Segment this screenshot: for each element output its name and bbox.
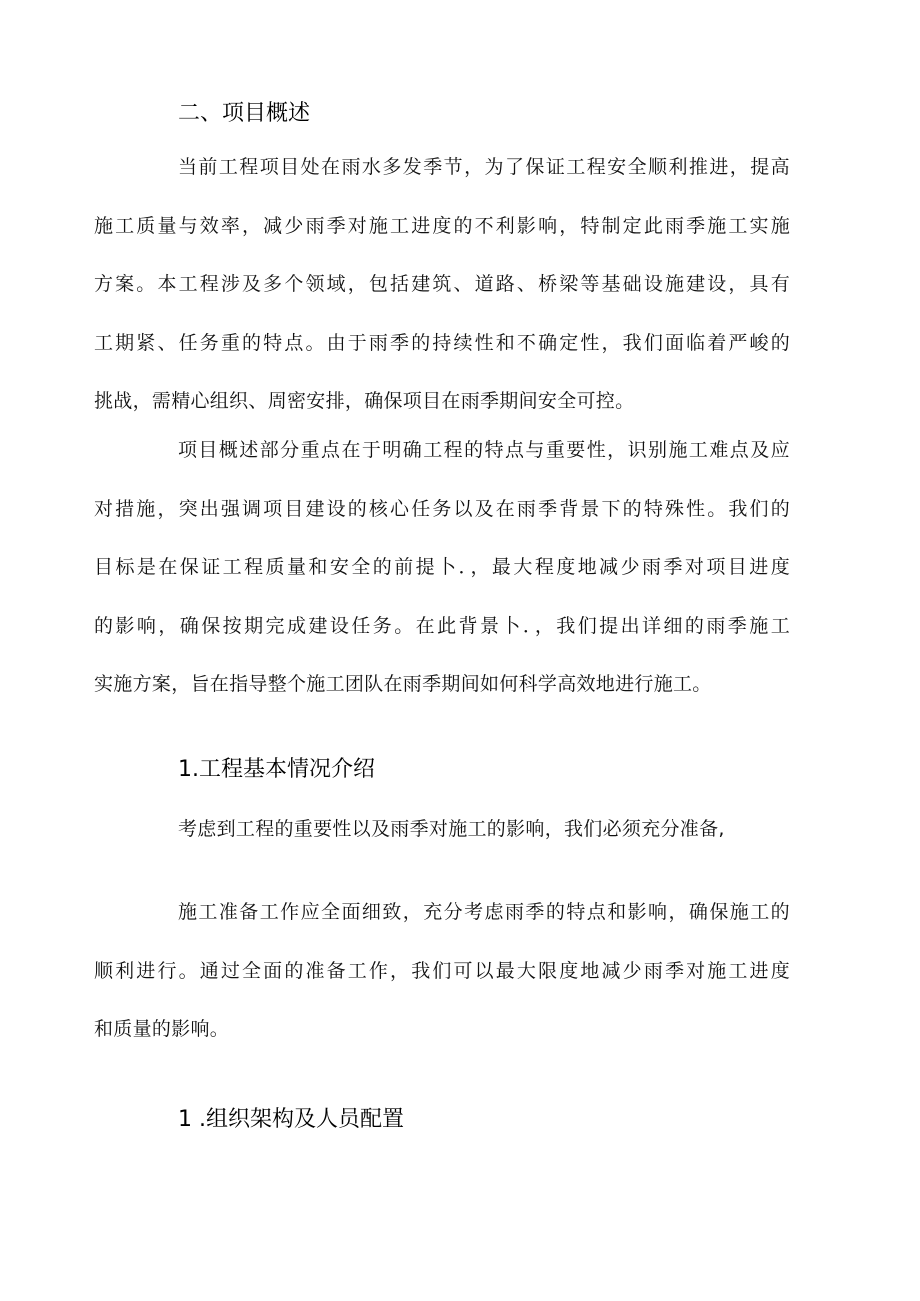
- paragraph-line: 顺利进行。通过全面的准备工作，我们可以最大限度地减少雨季对施工进度: [94, 959, 790, 982]
- paragraph-line: 项目概述部分重点在于明确工程的特点与重要性，识别施工难点及应: [178, 439, 790, 461]
- subsection-1-paragraph-1: [136, 800, 790, 859]
- paragraph-line: 的影响，确保按期完成建设任务。在此背景卜．，我们提出详细的雨季施工: [94, 614, 790, 637]
- paragraph-line: 对措施，突出强调项目建设的核心任务以及在雨季背景下的特殊性。我们的: [94, 497, 790, 520]
- paragraph-line: 考虑到工程的重要性以及雨季对施工的影响，我们必须充分准备,: [178, 818, 725, 840]
- overview-paragraph-1: [94, 138, 790, 431]
- paragraph-line: 工期紧、任务重的特点。由于雨季的持续性和不确定性，我们面临着严峻的: [94, 331, 790, 354]
- section-title: 二、项目概述: [178, 101, 311, 126]
- paragraph-line: 实施方案，旨在指导整个施工团队在雨季期间如何科学高效地进行施工。: [94, 673, 712, 695]
- paragraph-line: 和质量的影响。: [94, 1018, 230, 1040]
- subsection-title-2: 1 .组织架构及人员配置: [178, 1107, 404, 1132]
- paragraph-line: 施工质量与效率，减少雨季对施工进度的不利影响，特制定此雨季施工实施: [94, 214, 790, 237]
- subsection-1-paragraph-2: [94, 883, 790, 1059]
- paragraph-line: 施工准备工作应全面细致，充分考虑雨季的特点和影响，确保施工的: [178, 901, 790, 923]
- paragraph-line: 目标是在保证工程质量和安全的前提卜．，最大程度地减少雨季对项目进度: [94, 556, 790, 578]
- overview-paragraph-2: [94, 421, 790, 714]
- subsection-title-1: 1.工程基本情况介绍: [178, 757, 375, 782]
- paragraph-line: 方案。本工程涉及多个领域，包括建筑、道路、桥梁等基础设施建设，具有: [94, 273, 790, 295]
- paragraph-line: 当前工程项目处在雨水多发季节，为了保证工程安全顺利推进，提高: [178, 156, 790, 178]
- paragraph-line: 挑战，需精心组织、周密安排，确保项目在雨季期间安全可控。: [94, 390, 635, 412]
